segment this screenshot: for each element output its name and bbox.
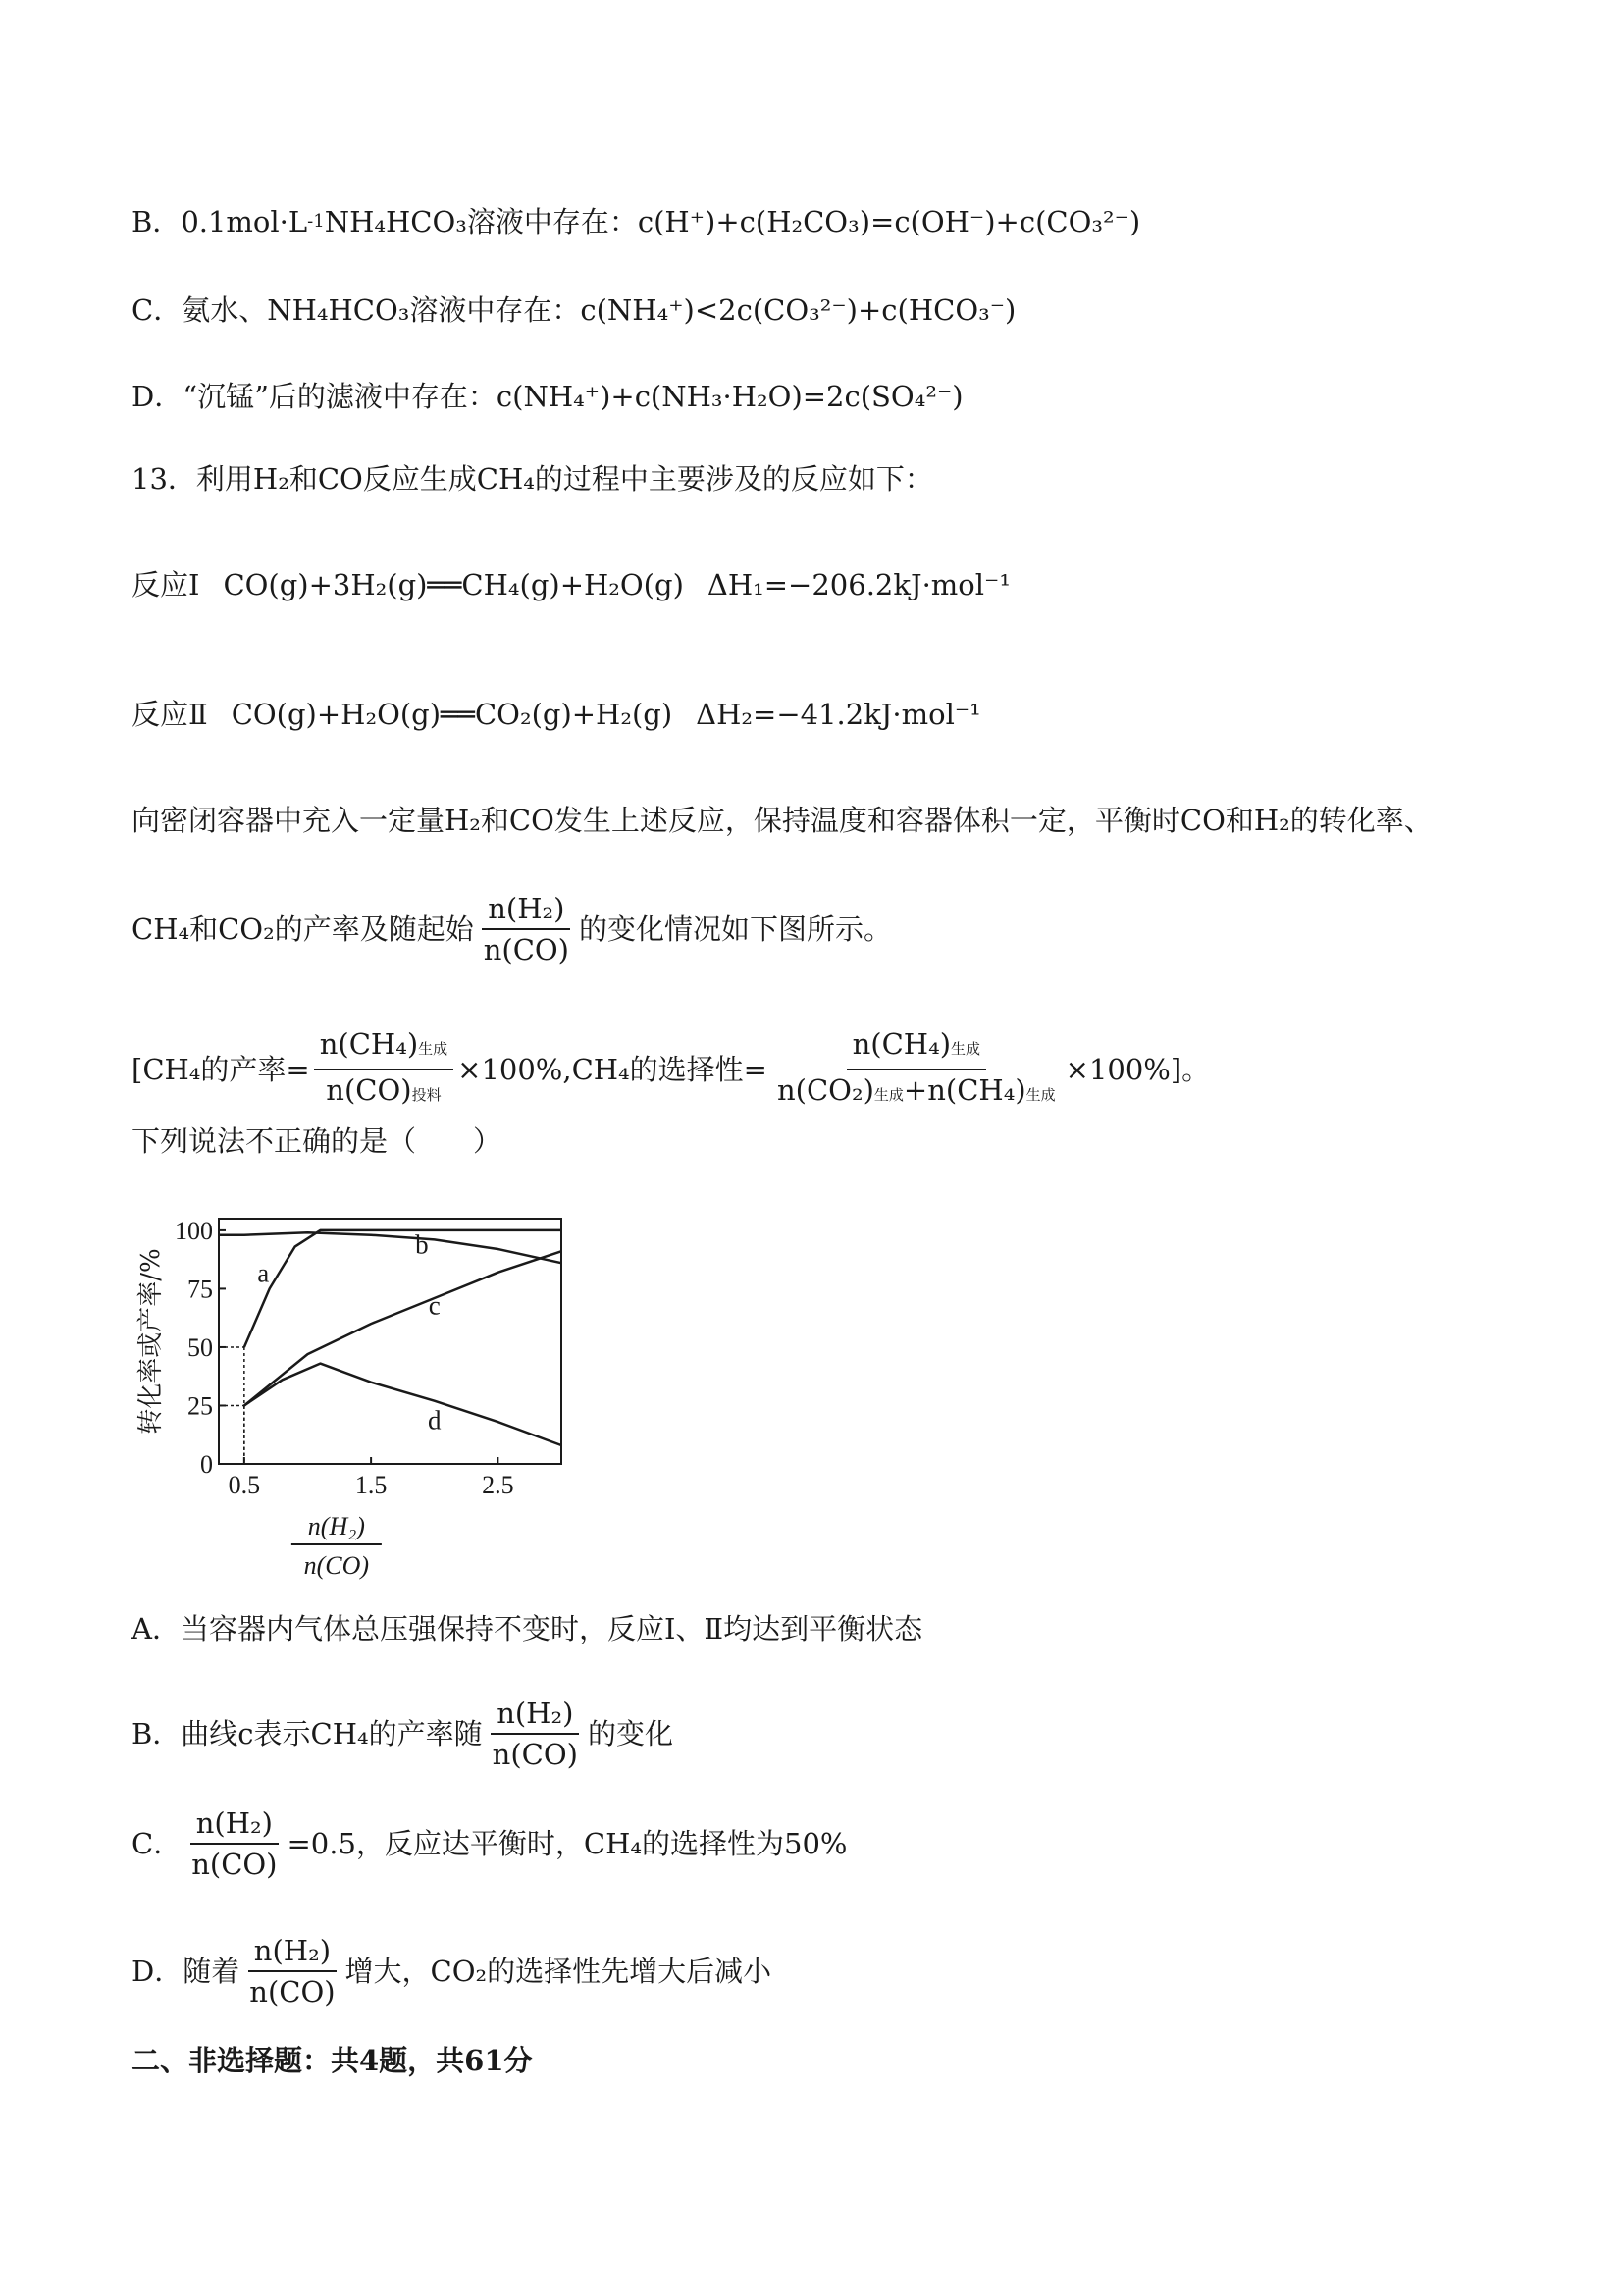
option-d [131,377,964,416]
series-line-b [219,1229,561,1263]
option-c [131,290,1016,330]
selectivity-numerator: n(CH₄) [852,1027,952,1061]
reaction-2-equation: CO(g)+H₂O(g)══CO₂(g)+H₂(g) [231,698,673,731]
option-d-equation: c(NH₄⁺)+c(NH₃·H₂O)=2c(SO₄²⁻) [496,380,964,413]
definition-yield-label: [CH₄的产率= [131,1053,310,1086]
reaction-1-label: 反应Ⅰ [131,568,200,601]
choice-a: A．当容器内气体总压强保持不变时，反应Ⅰ、Ⅱ均达到平衡状态 [131,1612,923,1645]
y-tick-label: 25 [187,1391,213,1421]
option-c-text: 氨水、NH₄HCO₃溶液中存在： [182,293,581,327]
y-tick-label: 100 [175,1216,213,1245]
y-tick-label: 0 [200,1450,213,1479]
x-tick-label: 0.5 [228,1471,261,1499]
choice-d-text-a: D．随着 [131,1955,240,1988]
option-b-conc: 0.1mol·L [181,205,308,238]
section-2-heading: 二、非选择题：共4题，共61分 [131,2044,533,2077]
choice-b-text-a: B．曲线c表示CH₄的产率随 [131,1717,483,1750]
reaction-1-enthalpy: ΔH₁=−206.2kJ·mol⁻¹ [707,568,1011,601]
option-d-text: “沉锰”后的滤液中存在： [183,380,497,413]
option-c-equation: c(NH₄⁺)<2c(CO₃²⁻)+c(HCO₃⁻) [580,293,1017,327]
reaction-2-enthalpy: ΔH₂=−41.2kJ·mol⁻¹ [696,698,981,731]
selectivity-denominator-a-sub: 生成 [873,1086,904,1104]
series-label-b: b [415,1229,429,1260]
definition-close: ×100%]。 [1065,1053,1211,1086]
ratio-numerator: n(H₂) [482,891,570,930]
choice-c-label: C． [131,1827,183,1860]
definitions [131,1026,1210,1113]
yield-numerator: n(CH₄) [319,1027,419,1061]
series-label-d: d [427,1405,442,1435]
description-line-2 [131,891,892,967]
option-b-salt: NH₄HCO₃溶液中存在： [324,205,638,238]
description-line-2-b: 的变化情况如下图所示。 [578,913,892,946]
description-line-1: 向密闭容器中充入一定量H₂和CO发生上述反应，保持温度和容器体积一定，平衡时CO和H₂的转化率、 [131,804,1433,837]
selectivity-denominator-b-sub: 生成 [1025,1086,1056,1104]
selectivity-numerator-sub: 生成 [951,1040,981,1058]
definition-selectivity-label: ×100%,CH₄的选择性= [457,1053,767,1086]
choice-c-denominator: n(CO) [191,1848,278,1881]
selectivity-denominator-b: +n(CH₄) [903,1073,1026,1107]
yield-denominator-sub: 投料 [411,1086,442,1104]
option-b-exp: -1 [307,211,325,232]
y-tick-label: 75 [187,1275,213,1304]
choice-d [131,1933,771,2009]
yield-denominator: n(CO) [326,1073,412,1107]
question-prompt: 下列说法不正确的是（ ） [131,1124,502,1158]
reaction-2-label: 反应Ⅱ [131,698,208,731]
choice-b-numerator: n(H₂) [491,1696,579,1735]
question-13-stem: 13．利用H₂和CO反应生成CH₄的过程中主要涉及的反应如下： [131,462,933,496]
option-c-label: C． [131,293,183,327]
conversion-yield-chart [128,1192,599,1585]
choice-b [131,1696,673,1772]
choice-c-text: =0.5，反应达平衡时，CH₄的选择性为50% [287,1827,848,1860]
ratio-fraction [478,891,575,967]
choice-c-numerator: n(H₂) [190,1805,279,1845]
series-label-c: c [428,1290,441,1321]
reaction-2 [131,695,981,734]
choice-b-fraction [487,1696,584,1772]
option-b-equation: c(H⁺)+c(H₂CO₃)=c(OH⁻)+c(CO₃²⁻) [637,205,1141,238]
reaction-1-equation: CO(g)+3H₂(g)══CH₄(g)+H₂O(g) [223,568,684,601]
choice-b-text-b: 的变化 [587,1717,673,1750]
x-tick-label: 2.5 [482,1471,514,1499]
yield-numerator-sub: 生成 [418,1040,448,1058]
choice-b-denominator: n(CO) [492,1738,578,1771]
choice-d-text-b: 增大，CO₂的选择性先增大后减小 [344,1955,772,1988]
choice-c-fraction [185,1805,283,1882]
choice-d-numerator: n(H₂) [248,1933,337,1972]
option-d-label: D． [131,380,183,413]
series-line-c [244,1251,561,1405]
option-b-label: B． [131,205,182,238]
choice-c [131,1805,847,1882]
y-tick-label: 50 [187,1332,213,1362]
x-axis-title-numerator: n(H₂) [307,1512,365,1540]
x-axis-title-denominator: n(CO) [303,1551,370,1580]
series-label-a: a [257,1258,270,1288]
series-line-a [244,1230,561,1347]
series-line-d [244,1364,561,1445]
option-b [131,202,1140,241]
yield-fraction [314,1026,453,1113]
reaction-1 [131,565,1011,604]
x-tick-label: 1.5 [354,1471,388,1499]
ratio-denominator: n(CO) [483,933,569,966]
selectivity-denominator-a: n(CO₂) [777,1073,874,1107]
choice-d-fraction [243,1933,340,2009]
selectivity-fraction [771,1026,1062,1113]
choice-d-denominator: n(CO) [249,1975,336,2009]
y-axis-title: 转化率或产率/% [136,1248,166,1435]
description-line-2-a: CH₄和CO₂的产率及随起始 [131,913,474,946]
